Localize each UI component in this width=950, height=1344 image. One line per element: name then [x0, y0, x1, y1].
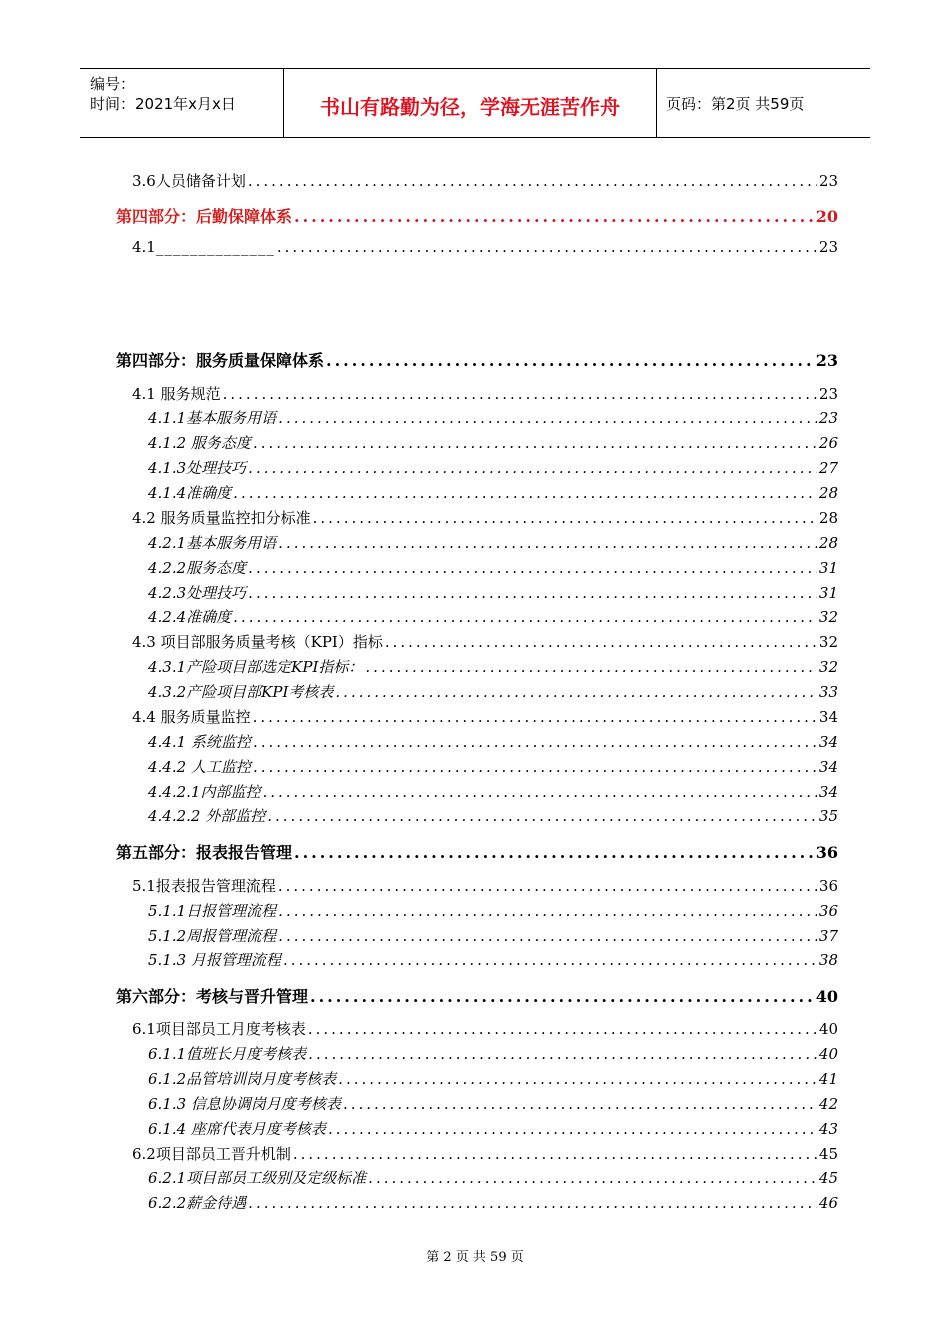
toc-entry-title: 6.1.1值班长月度考核表 [148, 1045, 307, 1063]
toc-entry-title: 6.1项目部员工月度考核表 [132, 1020, 306, 1038]
toc-entry-title: 4.3 项目部服务质量考核（KPI）指标 [132, 633, 383, 651]
toc-leader [278, 409, 817, 427]
date-label: 时间：2021年x月x日 [90, 95, 236, 113]
toc-entry-title: 4.1.3处理技巧 [148, 459, 247, 477]
toc-leader [308, 1045, 817, 1063]
toc-entry-page: 23 [818, 238, 838, 256]
toc-entry-page: 20 [815, 207, 838, 226]
header-motto-cell [283, 69, 657, 137]
toc-leader [308, 1020, 817, 1038]
toc-entry[interactable] [148, 731, 838, 753]
toc-entry-page: 31 [818, 559, 838, 577]
toc-entry[interactable] [148, 457, 838, 479]
toc-entry-page: 34 [818, 733, 838, 751]
toc-leader [335, 683, 817, 701]
toc-entry-title: 4.1.4准确度 [148, 484, 232, 502]
toc-leader [278, 534, 817, 552]
toc-entry[interactable] [148, 756, 838, 778]
toc-entry-page: 43 [818, 1120, 838, 1138]
toc-entry-page: 26 [818, 434, 838, 452]
toc-leader [233, 484, 817, 502]
toc-entry[interactable] [148, 1167, 838, 1189]
toc-entry-page: 34 [818, 783, 838, 801]
toc-leader [253, 434, 817, 452]
toc-entry-page: 40 [818, 1045, 838, 1063]
toc-entry-title: 第四部分：服务质量保障体系 [116, 351, 325, 370]
toc-entry-title: 5.1.3 月报管理流程 [148, 951, 281, 969]
toc-entry-title: 4.2.2服务态度 [148, 559, 247, 577]
toc-entry-page: 42 [818, 1095, 838, 1113]
toc-entry[interactable] [148, 1118, 838, 1140]
toc-entry-page: 28 [818, 534, 838, 552]
toc-entry-page: 23 [815, 351, 838, 370]
toc-entry[interactable] [132, 1018, 838, 1040]
toc-entry-page: 40 [815, 987, 838, 1006]
toc-entry-page: 34 [818, 758, 838, 776]
toc-leader [278, 902, 817, 920]
toc-entry-title: 第四部分：后勤保障体系 [116, 207, 293, 226]
toc-entry-page: 23 [818, 172, 838, 190]
toc-leader [278, 927, 817, 945]
toc-leader [310, 987, 814, 1006]
toc-leader [248, 172, 817, 190]
toc-entry-page: 23 [818, 385, 838, 403]
toc-entry-page: 32 [818, 658, 838, 676]
toc-entry[interactable] [148, 656, 838, 678]
toc-leader [368, 1169, 817, 1187]
toc-leader [385, 633, 817, 651]
toc-entry-page: 46 [818, 1194, 838, 1212]
header-info-cell [80, 69, 283, 137]
toc-entry-title: 6.2.1项目部员工级别及定级标准 [148, 1169, 367, 1187]
toc-entry[interactable] [148, 582, 838, 604]
toc-leader [248, 559, 817, 577]
toc-entry-title: 4.4.1 系统监控 [148, 733, 251, 751]
toc-entry[interactable] [148, 606, 838, 628]
toc-entry[interactable] [132, 875, 838, 897]
toc-entry[interactable] [132, 383, 838, 405]
toc-entry-title: 3.6人员储备计划 [132, 172, 246, 190]
toc-dash-placeholder: ______________ [155, 238, 275, 256]
toc-entry-page: 28 [818, 509, 838, 527]
toc-entry[interactable] [148, 482, 838, 504]
toc-entry-page: 45 [818, 1145, 838, 1163]
toc-entry-page: 36 [818, 877, 838, 895]
toc-leader [294, 207, 814, 226]
toc-entry[interactable] [148, 805, 838, 827]
toc-entry[interactable] [132, 631, 838, 653]
toc-entry-title: 4.4.2.2 外部监控 [148, 807, 266, 825]
toc-entry-title: 4.1.2 服务态度 [148, 434, 251, 452]
toc-entry-page: 32 [818, 633, 838, 651]
toc-entry-title: 第五部分：报表报告管理 [116, 843, 293, 862]
toc-leader [313, 509, 817, 527]
toc-entry[interactable] [132, 706, 838, 728]
toc-entry[interactable] [148, 1192, 838, 1214]
toc-entry[interactable] [148, 557, 838, 579]
toc-entry[interactable] [132, 170, 838, 192]
toc-entry-title: 6.1.2品管培训岗月度考核表 [148, 1070, 337, 1088]
toc-entry-title: 6.1.3 信息协调岗月度考核表 [148, 1095, 341, 1113]
toc-chapter-entry[interactable] [116, 840, 838, 862]
toc-entry[interactable] [148, 900, 838, 922]
toc-leader [293, 1145, 817, 1163]
toc-entry-page: 32 [818, 608, 838, 626]
toc-entry[interactable] [148, 532, 838, 554]
toc-entry-page: 40 [818, 1020, 838, 1038]
toc-leader [343, 1095, 817, 1113]
toc-entry-title: 4.2.3处理技巧 [148, 584, 247, 602]
toc-entry[interactable] [148, 1043, 838, 1065]
toc-leader [223, 385, 817, 403]
toc-entry-page: 23 [818, 409, 838, 427]
toc-entry[interactable] [148, 925, 838, 947]
toc-leader [248, 584, 817, 602]
toc-entry-page: 41 [818, 1070, 838, 1088]
toc-leader [277, 238, 817, 256]
toc-entry-page: 31 [818, 584, 838, 602]
toc-leader [294, 843, 814, 862]
toc-entry-title: 4.4.2 人工监控 [148, 758, 251, 776]
toc-leader [365, 658, 817, 676]
toc-entry-title: 4.3.1产险项目部选定KPI指标： [148, 658, 364, 676]
toc-leader [253, 758, 817, 776]
toc-entry-page: 34 [818, 708, 838, 726]
toc-entry-page: 37 [818, 927, 838, 945]
toc-entry[interactable] [148, 781, 838, 803]
toc-entry[interactable] [148, 1068, 838, 1090]
page-header [80, 68, 870, 138]
toc-leader [253, 733, 817, 751]
motto-text: 书山有路勤为径，学海无涯苦作舟 [320, 95, 620, 119]
toc-entry-title: 4.1 [132, 238, 156, 256]
toc-leader [233, 608, 817, 626]
toc-chapter-entry[interactable] [116, 204, 838, 226]
page-footer: 第 2 页 共 59 页 [426, 1250, 524, 1265]
toc-entry-page: 27 [818, 459, 838, 477]
toc-entry[interactable] [148, 949, 838, 971]
toc-entry-page: 28 [818, 484, 838, 502]
toc-chapter-entry[interactable] [116, 984, 838, 1006]
toc-leader [326, 351, 814, 370]
toc-entry-title: 6.2.2薪金待遇 [148, 1194, 247, 1212]
toc-entry-page: 33 [818, 683, 838, 701]
toc-entry-page: 38 [818, 951, 838, 969]
toc-entry[interactable] [148, 1093, 838, 1115]
toc-entry-title: 5.1.1日报管理流程 [148, 902, 277, 920]
toc-entry-title: 4.2.4准确度 [148, 608, 232, 626]
toc-entry-title: 4.1.1基本服务用语 [148, 409, 277, 427]
toc-entry-title: 4.2 服务质量监控扣分标准 [132, 509, 311, 527]
header-page-cell [656, 69, 870, 137]
toc-entry[interactable] [148, 432, 838, 454]
toc-entry-page: 35 [818, 807, 838, 825]
toc-leader [262, 783, 816, 801]
toc-entry-title: 第六部分：考核与晋升管理 [116, 987, 309, 1006]
toc-entry-title: 4.1 服务规范 [132, 385, 221, 403]
toc-entry-title: 5.1.2周报管理流程 [148, 927, 277, 945]
toc-entry-page: 36 [818, 902, 838, 920]
toc-entry[interactable] [132, 507, 838, 529]
toc-entry-page: 36 [815, 843, 838, 862]
toc-leader [328, 1120, 817, 1138]
toc-entry-title: 4.4.2.1内部监控 [148, 783, 261, 801]
toc-entry-title: 4.2.1基本服务用语 [148, 534, 277, 552]
toc-leader [338, 1070, 817, 1088]
page-counter: 页码：第2页 共59页 [666, 95, 805, 113]
toc-entry[interactable] [148, 681, 838, 703]
number-label: 编号： [90, 75, 136, 93]
toc-entry-title: 4.3.2产险项目部KPI考核表 [148, 683, 334, 701]
toc-entry-title: 6.1.4 座席代表月度考核表 [148, 1120, 326, 1138]
toc-leader [278, 877, 817, 895]
toc-entry-page: 45 [818, 1169, 838, 1187]
toc-entry[interactable] [132, 1143, 838, 1165]
toc-leader [248, 1194, 817, 1212]
toc-entry[interactable] [148, 407, 838, 429]
toc-entry-title: 4.4 服务质量监控 [132, 708, 251, 726]
toc-leader [283, 951, 817, 969]
toc-leader [267, 807, 817, 825]
toc-entry[interactable] [132, 238, 838, 260]
toc-leader [248, 459, 817, 477]
toc-leader [253, 708, 817, 726]
toc-entry-title: 5.1报表报告管理流程 [132, 877, 276, 895]
toc-chapter-entry[interactable] [116, 348, 838, 370]
toc-entry-title: 6.2项目部员工晋升机制 [132, 1145, 291, 1163]
